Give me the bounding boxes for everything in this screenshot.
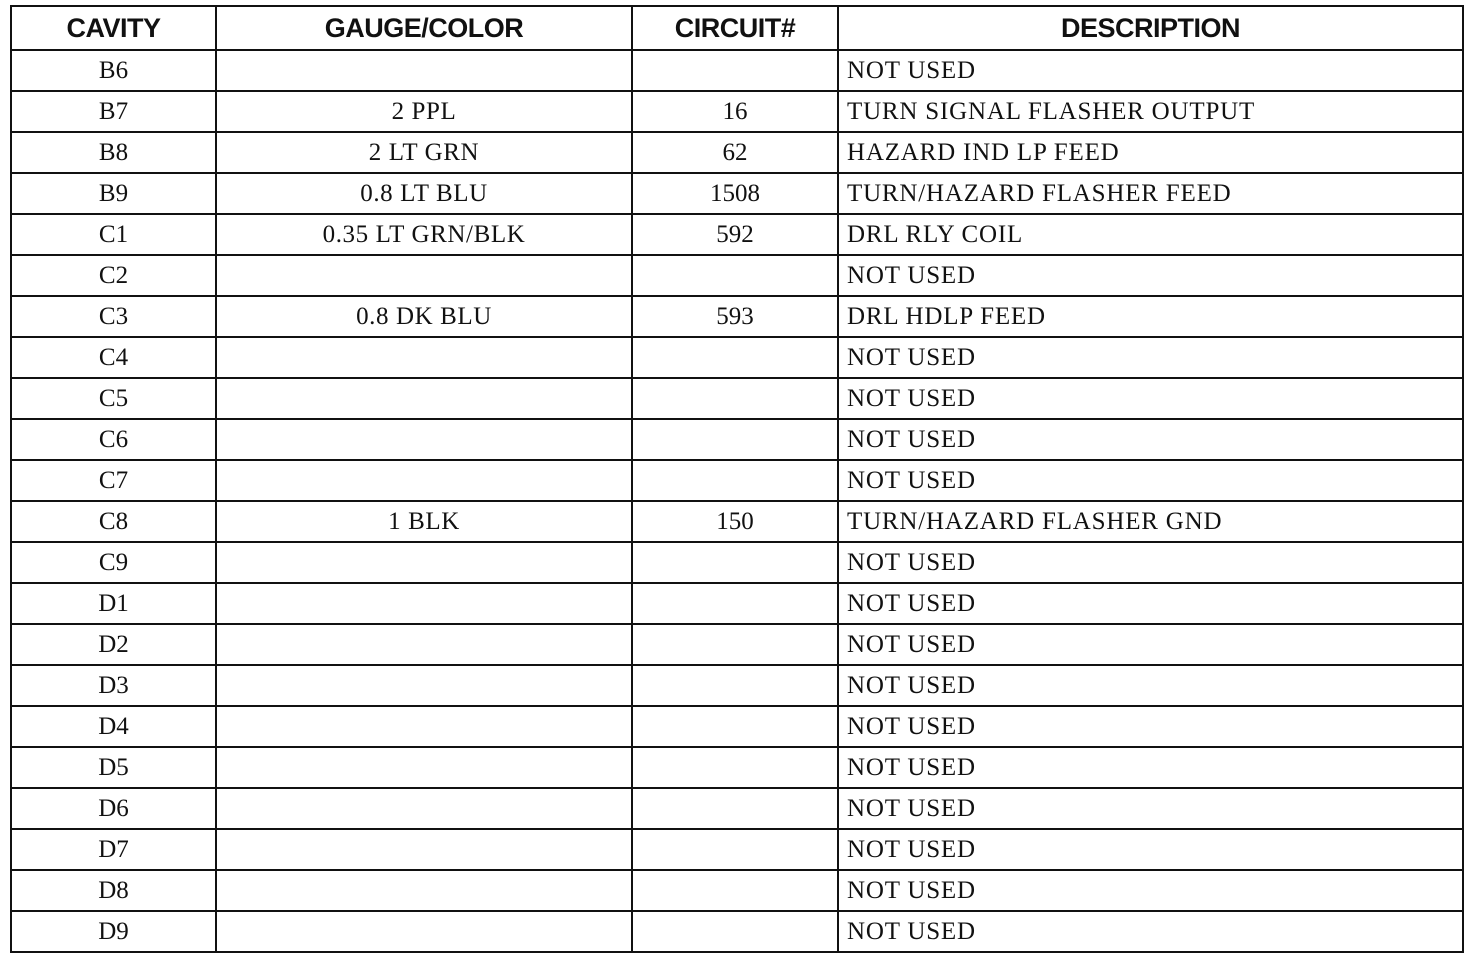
table-row bbox=[11, 665, 1463, 706]
circuit-cell bbox=[632, 419, 838, 460]
circuit-cell: 1508 bbox=[632, 173, 838, 214]
description-cell: NOT USED bbox=[838, 542, 1463, 583]
gauge-color-cell bbox=[216, 624, 632, 665]
description-cell: NOT USED bbox=[838, 788, 1463, 829]
cavity-cell: C7 bbox=[11, 460, 216, 501]
gauge-color-cell bbox=[216, 255, 632, 296]
cavity-cell: D7 bbox=[11, 829, 216, 870]
table-row bbox=[11, 50, 1463, 91]
cavity-cell: D1 bbox=[11, 583, 216, 624]
gauge-color-cell bbox=[216, 460, 632, 501]
gauge-color-cell bbox=[216, 665, 632, 706]
table-row bbox=[11, 255, 1463, 296]
description-cell: NOT USED bbox=[838, 911, 1463, 952]
cavity-cell: C8 bbox=[11, 501, 216, 542]
table-row bbox=[11, 296, 1463, 337]
circuit-cell: 150 bbox=[632, 501, 838, 542]
table-row bbox=[11, 173, 1463, 214]
description-cell: TURN SIGNAL FLASHER OUTPUT bbox=[838, 91, 1463, 132]
cavity-cell: C5 bbox=[11, 378, 216, 419]
table-row bbox=[11, 419, 1463, 460]
circuit-cell bbox=[632, 50, 838, 91]
circuit-cell bbox=[632, 911, 838, 952]
cavity-cell: C4 bbox=[11, 337, 216, 378]
description-cell: DRL RLY COIL bbox=[838, 214, 1463, 255]
gauge-color-cell bbox=[216, 337, 632, 378]
description-cell: NOT USED bbox=[838, 747, 1463, 788]
table-row bbox=[11, 132, 1463, 173]
table-row bbox=[11, 460, 1463, 501]
cavity-cell: D3 bbox=[11, 665, 216, 706]
description-cell: NOT USED bbox=[838, 337, 1463, 378]
description-cell: NOT USED bbox=[838, 829, 1463, 870]
gauge-color-cell: 1 BLK bbox=[216, 501, 632, 542]
description-cell: HAZARD IND LP FEED bbox=[838, 132, 1463, 173]
cavity-cell: B6 bbox=[11, 50, 216, 91]
circuit-cell bbox=[632, 542, 838, 583]
description-cell: NOT USED bbox=[838, 583, 1463, 624]
table-row bbox=[11, 214, 1463, 255]
gauge-color-cell bbox=[216, 378, 632, 419]
table-row bbox=[11, 337, 1463, 378]
gauge-color-cell: 0.8 DK BLU bbox=[216, 296, 632, 337]
gauge-color-cell bbox=[216, 50, 632, 91]
table-row bbox=[11, 378, 1463, 419]
table-row bbox=[11, 747, 1463, 788]
description-cell: NOT USED bbox=[838, 706, 1463, 747]
gauge-color-cell: 0.8 LT BLU bbox=[216, 173, 632, 214]
circuit-cell bbox=[632, 747, 838, 788]
description-cell: NOT USED bbox=[838, 255, 1463, 296]
gauge-color-cell bbox=[216, 706, 632, 747]
circuit-cell bbox=[632, 706, 838, 747]
table-row bbox=[11, 870, 1463, 911]
cavity-cell: D8 bbox=[11, 870, 216, 911]
cavity-table bbox=[10, 5, 1464, 953]
table-row bbox=[11, 911, 1463, 952]
circuit-cell bbox=[632, 788, 838, 829]
gauge-color-cell bbox=[216, 542, 632, 583]
circuit-cell: 62 bbox=[632, 132, 838, 173]
circuit-cell bbox=[632, 829, 838, 870]
circuit-cell bbox=[632, 583, 838, 624]
header-gauge-color: GAUGE/COLOR bbox=[216, 6, 632, 50]
cavity-cell: B8 bbox=[11, 132, 216, 173]
header-cavity: CAVITY bbox=[11, 6, 216, 50]
gauge-color-cell bbox=[216, 829, 632, 870]
circuit-cell bbox=[632, 624, 838, 665]
table-row bbox=[11, 624, 1463, 665]
description-cell: NOT USED bbox=[838, 50, 1463, 91]
header-circuit: CIRCUIT# bbox=[632, 6, 838, 50]
gauge-color-cell: 2 PPL bbox=[216, 91, 632, 132]
table-row bbox=[11, 501, 1463, 542]
cavity-cell: B9 bbox=[11, 173, 216, 214]
table-body bbox=[11, 50, 1463, 952]
description-cell: NOT USED bbox=[838, 419, 1463, 460]
description-cell: NOT USED bbox=[838, 624, 1463, 665]
gauge-color-cell bbox=[216, 419, 632, 460]
description-cell: DRL HDLP FEED bbox=[838, 296, 1463, 337]
gauge-color-cell bbox=[216, 583, 632, 624]
description-cell: TURN/HAZARD FLASHER GND bbox=[838, 501, 1463, 542]
cavity-cell: C1 bbox=[11, 214, 216, 255]
cavity-cell: D9 bbox=[11, 911, 216, 952]
circuit-cell bbox=[632, 255, 838, 296]
description-cell: NOT USED bbox=[838, 460, 1463, 501]
cavity-cell: C6 bbox=[11, 419, 216, 460]
circuit-cell bbox=[632, 460, 838, 501]
table-row bbox=[11, 706, 1463, 747]
circuit-cell bbox=[632, 378, 838, 419]
header-row bbox=[11, 6, 1463, 50]
cavity-cell: D5 bbox=[11, 747, 216, 788]
gauge-color-cell bbox=[216, 911, 632, 952]
table-row bbox=[11, 91, 1463, 132]
description-cell: NOT USED bbox=[838, 870, 1463, 911]
gauge-color-cell bbox=[216, 747, 632, 788]
cavity-cell: D2 bbox=[11, 624, 216, 665]
cavity-cell: C3 bbox=[11, 296, 216, 337]
table-row bbox=[11, 788, 1463, 829]
table-row bbox=[11, 583, 1463, 624]
gauge-color-cell: 2 LT GRN bbox=[216, 132, 632, 173]
circuit-cell bbox=[632, 870, 838, 911]
gauge-color-cell bbox=[216, 788, 632, 829]
cavity-cell: C9 bbox=[11, 542, 216, 583]
circuit-cell: 593 bbox=[632, 296, 838, 337]
table-row bbox=[11, 829, 1463, 870]
table-row bbox=[11, 542, 1463, 583]
description-cell: TURN/HAZARD FLASHER FEED bbox=[838, 173, 1463, 214]
circuit-cell bbox=[632, 337, 838, 378]
gauge-color-cell: 0.35 LT GRN/BLK bbox=[216, 214, 632, 255]
gauge-color-cell bbox=[216, 870, 632, 911]
cavity-cell: D4 bbox=[11, 706, 216, 747]
cavity-cell: D6 bbox=[11, 788, 216, 829]
description-cell: NOT USED bbox=[838, 378, 1463, 419]
cavity-cell: C2 bbox=[11, 255, 216, 296]
circuit-cell bbox=[632, 665, 838, 706]
circuit-cell: 16 bbox=[632, 91, 838, 132]
circuit-cell: 592 bbox=[632, 214, 838, 255]
description-cell: NOT USED bbox=[838, 665, 1463, 706]
header-description: DESCRIPTION bbox=[838, 6, 1463, 50]
cavity-cell: B7 bbox=[11, 91, 216, 132]
